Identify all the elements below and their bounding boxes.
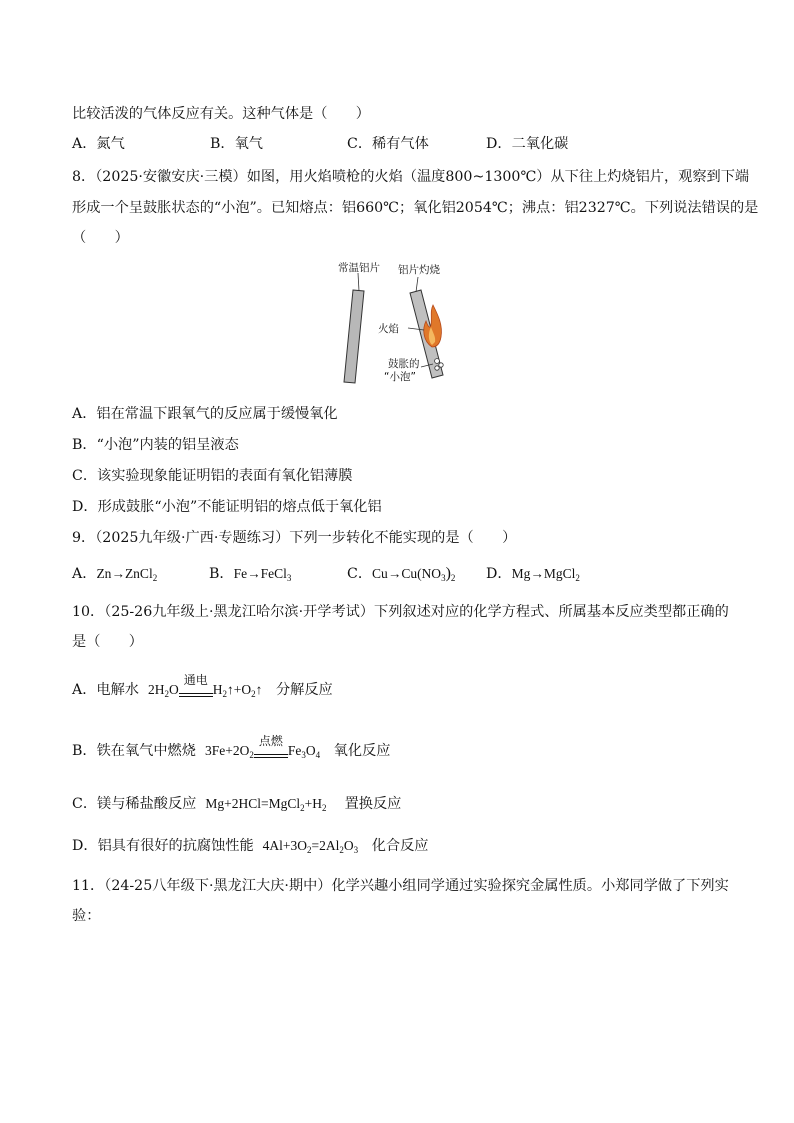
q7-option-d: D．二氧化碳 [486, 136, 569, 152]
q9-option-b: B．Fe→FeCl$_3$ [209, 566, 292, 583]
q10-option-a: A．电解水 $2H_2O$ 通电 $H_2↑+O_2↑$ 分解反应 [72, 680, 333, 704]
q8-figure [320, 255, 470, 390]
q9-option-c: C．$Cu\to Cu(NO_3)_2$ [347, 565, 456, 583]
q8-option-b: B．“小泡”内装的铝呈液态 [72, 437, 239, 453]
room-temp-strip [344, 290, 364, 383]
q7-option-c: C．稀有气体 [347, 136, 429, 152]
q10-option-c: C．镁与稀盐酸反应 $Mg+2HCl=MgCl_2+H_2$ 置换反应 [72, 796, 402, 813]
label-bubble-2: “小泡” [384, 371, 416, 383]
q7-option-a: A．氮气 [72, 136, 125, 152]
q11-stem-line1: 11．（24-25八年级下·黑龙江大庆·期中）化学兴趣小组同学通过实验探究金属性质。小郑同学做了下列实 [72, 878, 729, 894]
condition-electrolysis: 通电 [183, 673, 208, 687]
q10-stem-line1: 10．（25-26九年级上·黑龙江哈尔滨·开学考试）下列叙述对应的化学方程式、所属基本反应类型都正确的 [72, 604, 729, 620]
q7-stem-tail: 比较活泼的气体反应有关。这种气体是（ ） [72, 106, 370, 122]
q9-option-a: A．Zn→ZnCl$_2$ [72, 566, 158, 583]
label-flame: 火焰 [378, 323, 399, 335]
q10-option-d: D．铝具有很好的抗腐蚀性能 $4Al+3O_2=2Al_2O_3$ 化合反应 [72, 838, 429, 855]
q8-stem-line3: （ ） [72, 230, 129, 246]
label-burning: 铝片灼烧 [398, 264, 440, 276]
q9-stem: 9．（2025九年级·广西·专题练习）下列一步转化不能实现的是（ ） [72, 530, 517, 546]
q8-option-c: C．该实验现象能证明铝的表面有氧化铝薄膜 [72, 468, 353, 484]
label-bubble-1: 鼓胀的 [388, 358, 420, 370]
q10-option-b: B．铁在氧气中燃烧 $3Fe+2O_2$ 点燃 $Fe_3O_4$ 氧化反应 [72, 741, 390, 765]
q8-option-a: A．铝在常温下跟氧气的反应属于缓慢氧化 [72, 406, 338, 422]
q11-stem-line2: 验： [72, 908, 101, 924]
q9-option-d: D．Mg→MgCl$_2$ [486, 566, 580, 583]
q8-stem-line2: 形成一个呈鼓胀状态的“小泡”。已知熔点：铝660℃；氧化铝2054℃；沸点：铝2327℃。下列说法错误的是 [72, 200, 759, 216]
q7-option-b: B．氧气 [210, 136, 263, 152]
q10-stem-line2: 是（ ） [72, 634, 143, 650]
q8-option-d: D．形成鼓胀“小泡”不能证明铝的熔点低于氧化铝 [72, 499, 382, 515]
condition-ignition: 点燃 [258, 734, 283, 748]
q8-stem-line1: 8．（2025·安徽安庆·三模）如图，用火焰喷枪的火焰（温度800~1300℃）从下往上灼烧铝片，观察到下端 [72, 169, 750, 185]
label-room-temp: 常温铝片 [338, 262, 380, 274]
